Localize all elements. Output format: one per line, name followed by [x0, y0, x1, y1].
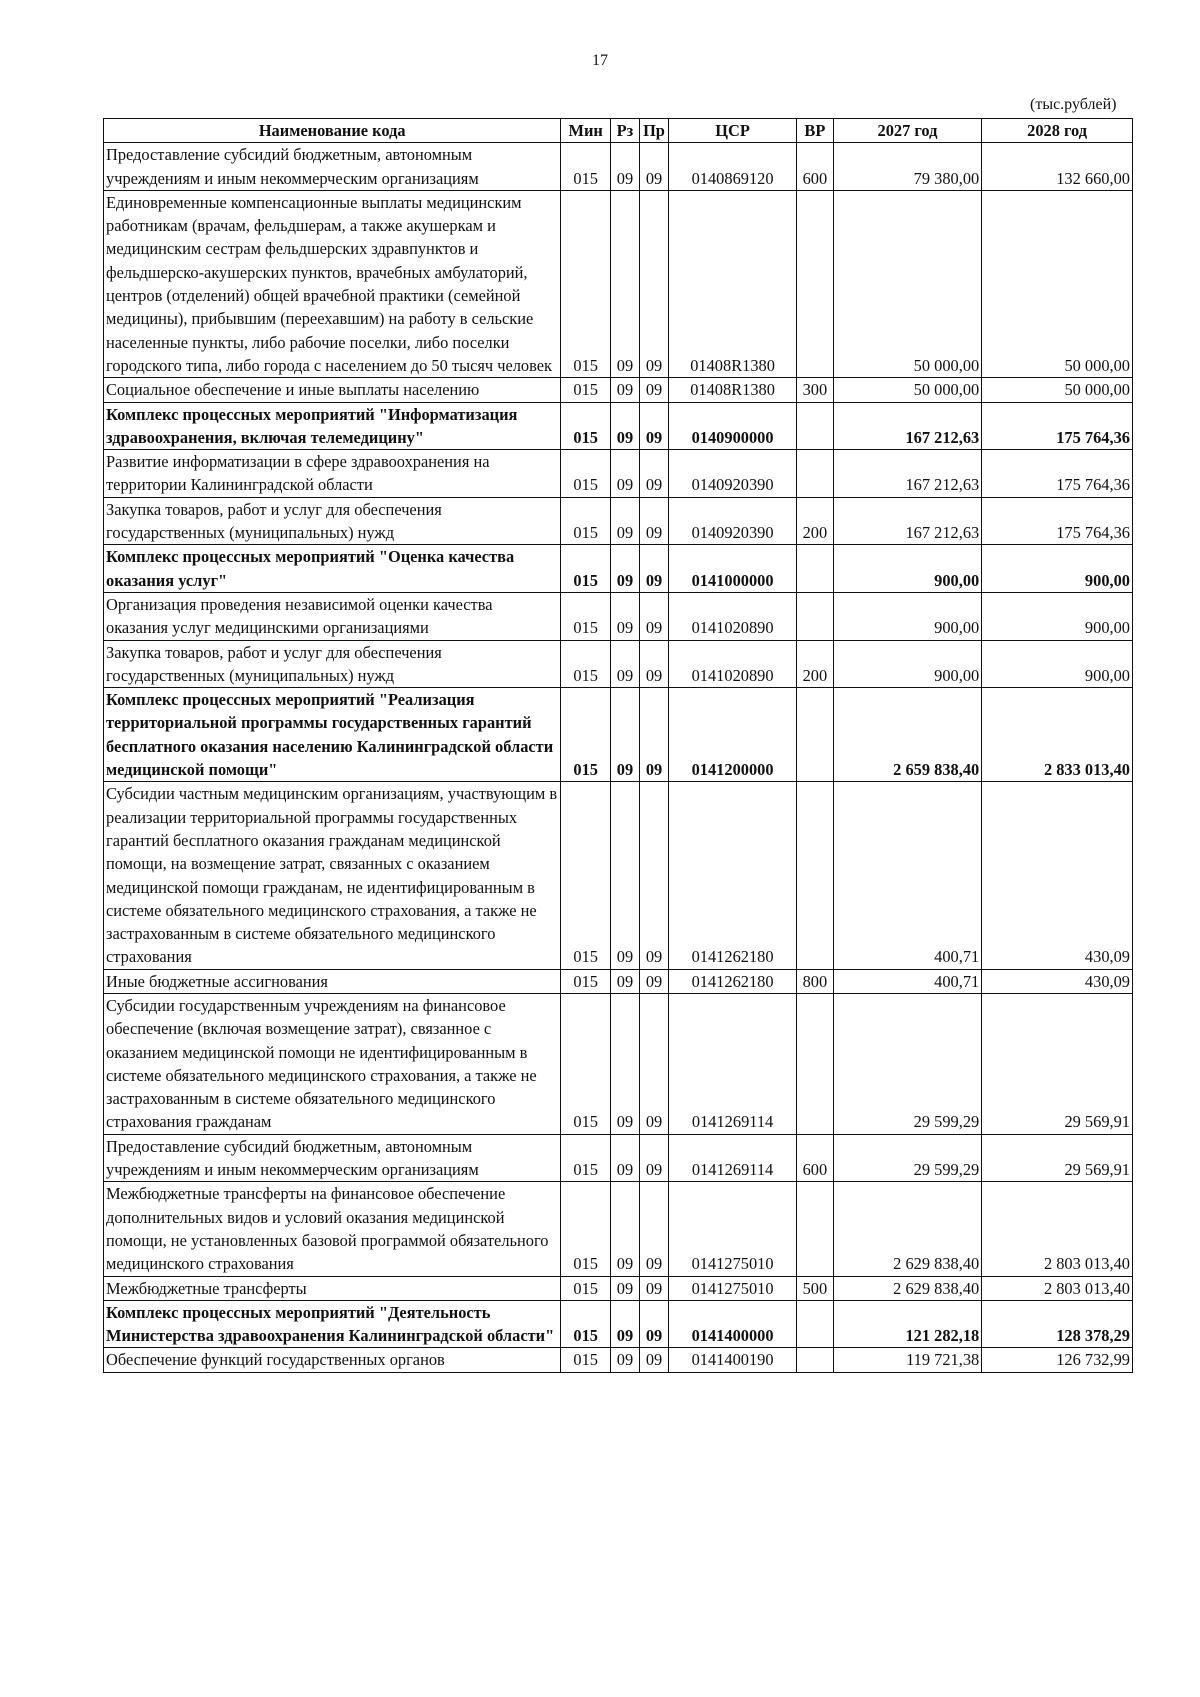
cell-csr: 0141269114: [669, 993, 797, 1134]
cell-2028: 430,09: [982, 969, 1133, 993]
cell-rz: 09: [610, 450, 639, 498]
cell-vr: [797, 782, 834, 969]
cell-csr: 01408R1380: [669, 190, 797, 377]
cell-2027: 79 380,00: [833, 143, 982, 191]
cell-2028: 50 000,00: [982, 190, 1133, 377]
budget-table: [103, 118, 1133, 1373]
cell-rz: 09: [610, 969, 639, 993]
cell-2027: 167 212,63: [833, 497, 982, 545]
cell-rz: 09: [610, 497, 639, 545]
cell-2028: 430,09: [982, 782, 1133, 969]
cell-csr: 0140869120: [669, 143, 797, 191]
cell-2027: 900,00: [833, 545, 982, 593]
header-2028: 2028 год: [982, 119, 1133, 143]
cell-vr: 200: [797, 497, 834, 545]
cell-2027: 900,00: [833, 640, 982, 688]
cell-min: 015: [561, 1134, 611, 1182]
cell-2027: 119 721,38: [833, 1348, 982, 1372]
cell-name: Организация проведения независимой оценки качества оказания услуг медицинскими организациями: [104, 592, 561, 640]
cell-name: Субсидии частным медицинским организациям, участвующим в реализации территориальной программы государственных гарантий бесплатного оказания гражданам медицинской помощи, на возмещение затрат, связанных с оказанием медицинской помощи гражданам, не идентифицированным в системе обязательного медицинского страхования, а также не застрахованным в системе обязательного медицинского страхования: [104, 782, 561, 969]
cell-pr: 09: [639, 688, 668, 782]
cell-pr: 09: [639, 378, 668, 402]
cell-2028: 50 000,00: [982, 378, 1133, 402]
cell-2028: 900,00: [982, 640, 1133, 688]
cell-rz: 09: [610, 1300, 639, 1348]
cell-csr: 0141020890: [669, 592, 797, 640]
page-number: 17: [592, 52, 608, 69]
cell-2027: 2 659 838,40: [833, 688, 982, 782]
cell-pr: 09: [639, 450, 668, 498]
cell-vr: 300: [797, 378, 834, 402]
cell-rz: 09: [610, 1276, 639, 1300]
cell-2027: 2 629 838,40: [833, 1276, 982, 1300]
cell-2027: 400,71: [833, 969, 982, 993]
cell-vr: [797, 450, 834, 498]
table-row: [104, 1182, 1133, 1276]
cell-min: 015: [561, 1348, 611, 1372]
cell-vr: [797, 688, 834, 782]
table-row: [104, 592, 1133, 640]
cell-min: 015: [561, 402, 611, 450]
table-body: [104, 143, 1133, 1372]
cell-min: 015: [561, 1182, 611, 1276]
cell-rz: 09: [610, 1134, 639, 1182]
header-2027: 2027 год: [833, 119, 982, 143]
cell-rz: 09: [610, 378, 639, 402]
units-label: (тыс.рублей): [1030, 96, 1117, 113]
cell-vr: 800: [797, 969, 834, 993]
cell-2028: 175 764,36: [982, 497, 1133, 545]
cell-csr: 0141000000: [669, 545, 797, 593]
cell-vr: [797, 1182, 834, 1276]
cell-pr: 09: [639, 1134, 668, 1182]
cell-vr: 500: [797, 1276, 834, 1300]
header-rz: Рз: [610, 119, 639, 143]
cell-vr: 600: [797, 143, 834, 191]
cell-pr: 09: [639, 993, 668, 1134]
cell-vr: 200: [797, 640, 834, 688]
cell-vr: [797, 1300, 834, 1348]
cell-pr: 09: [639, 402, 668, 450]
table-row: [104, 688, 1133, 782]
cell-csr: 0141200000: [669, 688, 797, 782]
cell-rz: 09: [610, 688, 639, 782]
header-csr: ЦСР: [669, 119, 797, 143]
table-row: [104, 1348, 1133, 1372]
cell-rz: 09: [610, 1182, 639, 1276]
cell-2028: 128 378,29: [982, 1300, 1133, 1348]
cell-vr: [797, 402, 834, 450]
cell-2028: 2 833 013,40: [982, 688, 1133, 782]
cell-vr: [797, 545, 834, 593]
cell-pr: 09: [639, 497, 668, 545]
cell-rz: 09: [610, 402, 639, 450]
table-row: [104, 143, 1133, 191]
cell-vr: [797, 190, 834, 377]
cell-rz: 09: [610, 592, 639, 640]
cell-2028: 900,00: [982, 545, 1133, 593]
cell-rz: 09: [610, 190, 639, 377]
cell-name: Закупка товаров, работ и услуг для обеспечения государственных (муниципальных) нужд: [104, 640, 561, 688]
cell-csr: 0141275010: [669, 1182, 797, 1276]
table-row: [104, 545, 1133, 593]
cell-2028: 900,00: [982, 592, 1133, 640]
cell-pr: 09: [639, 190, 668, 377]
cell-vr: [797, 592, 834, 640]
cell-min: 015: [561, 592, 611, 640]
cell-2027: 50 000,00: [833, 190, 982, 377]
cell-csr: 0140900000: [669, 402, 797, 450]
cell-csr: 0141400190: [669, 1348, 797, 1372]
cell-name: Единовременные компенсационные выплаты медицинским работникам (врачам, фельдшерам, а также акушеркам и медицинским сестрам фельдшерских здравпунктов и фельдшерско-акушерских пунктов, врачебных амбулаторий, центров (отделений) общей врачебной практики (семейной медицины), прибывшим (переехавшим) на работу в сельские населенные пункты, либо рабочие поселки, либо поселки городского типа, либо города с населением до 50 тысяч человек: [104, 190, 561, 377]
table-row: [104, 497, 1133, 545]
cell-vr: [797, 1348, 834, 1372]
table-row: [104, 782, 1133, 969]
cell-rz: 09: [610, 545, 639, 593]
cell-csr: 0141400000: [669, 1300, 797, 1348]
cell-name: Комплекс процессных мероприятий "Оценка качества оказания услуг": [104, 545, 561, 593]
cell-2027: 2 629 838,40: [833, 1182, 982, 1276]
cell-min: 015: [561, 545, 611, 593]
cell-csr: 0140920390: [669, 450, 797, 498]
table-row: [104, 969, 1133, 993]
cell-name: Комплекс процессных мероприятий "Реализация территориальной программы государственных гарантий бесплатного оказания населению Калининградской области медицинской помощи": [104, 688, 561, 782]
header-name: Наименование кода: [104, 119, 561, 143]
cell-2027: 900,00: [833, 592, 982, 640]
cell-rz: 09: [610, 993, 639, 1134]
cell-min: 015: [561, 782, 611, 969]
cell-csr: 0141020890: [669, 640, 797, 688]
table-row: [104, 640, 1133, 688]
cell-2027: 29 599,29: [833, 993, 982, 1134]
cell-name: Межбюджетные трансферты на финансовое обеспечение дополнительных видов и условий оказания медицинской помощи, не установленных базовой программой обязательного медицинского страхования: [104, 1182, 561, 1276]
cell-min: 015: [561, 190, 611, 377]
cell-pr: 09: [639, 592, 668, 640]
cell-2028: 2 803 013,40: [982, 1276, 1133, 1300]
cell-min: 015: [561, 969, 611, 993]
cell-2027: 29 599,29: [833, 1134, 982, 1182]
header-min: Мин: [561, 119, 611, 143]
table-row: [104, 378, 1133, 402]
cell-2027: 50 000,00: [833, 378, 982, 402]
cell-2027: 121 282,18: [833, 1300, 982, 1348]
table-row: [104, 402, 1133, 450]
table-row: [104, 190, 1133, 377]
cell-name: Закупка товаров, работ и услуг для обеспечения государственных (муниципальных) нужд: [104, 497, 561, 545]
cell-min: 015: [561, 143, 611, 191]
cell-min: 015: [561, 640, 611, 688]
cell-name: Развитие информатизации в сфере здравоохранения на территории Калининградской области: [104, 450, 561, 498]
cell-name: Предоставление субсидий бюджетным, автономным учреждениям и иным некоммерческим организациям: [104, 1134, 561, 1182]
cell-csr: 0141275010: [669, 1276, 797, 1300]
cell-2028: 132 660,00: [982, 143, 1133, 191]
cell-csr: 01408R1380: [669, 378, 797, 402]
cell-name: Обеспечение функций государственных органов: [104, 1348, 561, 1372]
cell-pr: 09: [639, 782, 668, 969]
cell-name: Предоставление субсидий бюджетным, автономным учреждениям и иным некоммерческим организациям: [104, 143, 561, 191]
cell-rz: 09: [610, 640, 639, 688]
cell-pr: 09: [639, 1348, 668, 1372]
table-row: [104, 1134, 1133, 1182]
cell-min: 015: [561, 497, 611, 545]
cell-name: Социальное обеспечение и иные выплаты населению: [104, 378, 561, 402]
cell-pr: 09: [639, 640, 668, 688]
table-row: [104, 993, 1133, 1134]
cell-pr: 09: [639, 969, 668, 993]
cell-name: Комплекс процессных мероприятий "Деятельность Министерства здравоохранения Калининградской области": [104, 1300, 561, 1348]
header-vr: ВР: [797, 119, 834, 143]
cell-rz: 09: [610, 1348, 639, 1372]
table-row: [104, 1276, 1133, 1300]
cell-min: 015: [561, 1276, 611, 1300]
cell-rz: 09: [610, 782, 639, 969]
cell-name: Иные бюджетные ассигнования: [104, 969, 561, 993]
cell-2028: 29 569,91: [982, 993, 1133, 1134]
cell-vr: [797, 993, 834, 1134]
cell-2027: 400,71: [833, 782, 982, 969]
cell-csr: 0141262180: [669, 969, 797, 993]
cell-2028: 126 732,99: [982, 1348, 1133, 1372]
cell-pr: 09: [639, 545, 668, 593]
cell-min: 015: [561, 1300, 611, 1348]
cell-rz: 09: [610, 143, 639, 191]
cell-name: Межбюджетные трансферты: [104, 1276, 561, 1300]
cell-name: Комплекс процессных мероприятий "Информатизация здравоохранения, включая телемедицину": [104, 402, 561, 450]
cell-min: 015: [561, 378, 611, 402]
header-pr: Пр: [639, 119, 668, 143]
cell-min: 015: [561, 993, 611, 1134]
cell-csr: 0140920390: [669, 497, 797, 545]
cell-min: 015: [561, 688, 611, 782]
cell-csr: 0141262180: [669, 782, 797, 969]
cell-2027: 167 212,63: [833, 402, 982, 450]
cell-pr: 09: [639, 1300, 668, 1348]
cell-2027: 167 212,63: [833, 450, 982, 498]
cell-csr: 0141269114: [669, 1134, 797, 1182]
cell-name: Субсидии государственным учреждениям на финансовое обеспечение (включая возмещение затрат), связанное с оказанием медицинской помощи не идентифицированным в системе обязательного медицинского страхования, а также не застрахованным в системе обязательного медицинского страхования гражданам: [104, 993, 561, 1134]
cell-pr: 09: [639, 1276, 668, 1300]
cell-pr: 09: [639, 143, 668, 191]
cell-2028: 2 803 013,40: [982, 1182, 1133, 1276]
cell-pr: 09: [639, 1182, 668, 1276]
cell-min: 015: [561, 450, 611, 498]
cell-2028: 175 764,36: [982, 450, 1133, 498]
cell-2028: 29 569,91: [982, 1134, 1133, 1182]
table-row: [104, 450, 1133, 498]
cell-2028: 175 764,36: [982, 402, 1133, 450]
table-row: [104, 1300, 1133, 1348]
cell-vr: 600: [797, 1134, 834, 1182]
table-header-row: [104, 119, 1133, 143]
